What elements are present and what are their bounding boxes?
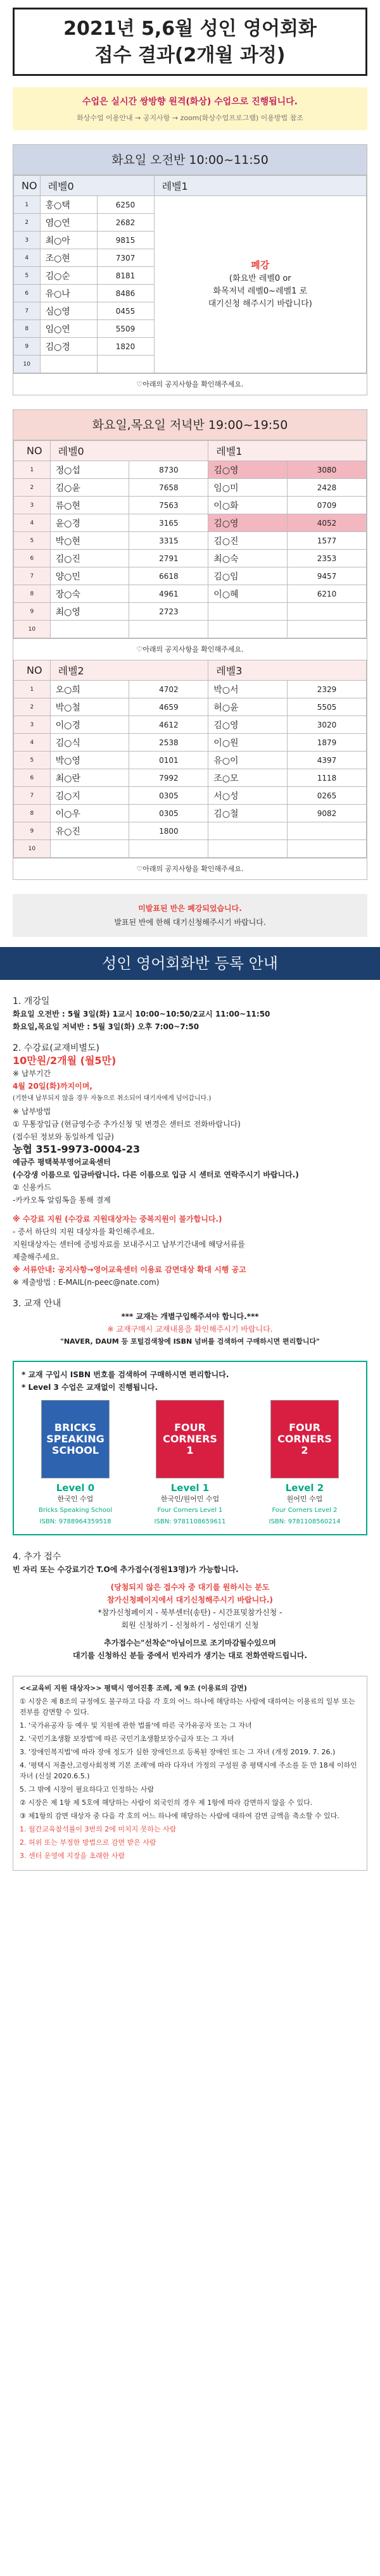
- row-no: 8: [14, 585, 51, 603]
- student-id: 6210: [288, 585, 367, 603]
- student-name: 염○연: [40, 214, 97, 232]
- student-name: 김○순: [40, 267, 97, 285]
- student-id: 4397: [288, 752, 367, 769]
- student-id: 0101: [129, 752, 208, 769]
- row-no: 10: [14, 356, 41, 373]
- s4-l5: 회원 신청하기 - 신청하기 - 성인대기 신청: [121, 1621, 259, 1630]
- schedule1-table: [13, 175, 367, 373]
- table-row: [14, 716, 367, 734]
- student-id: 3020: [288, 716, 367, 734]
- table-row: [14, 734, 367, 752]
- title-line2: 접수 결과(2개월 과정): [94, 44, 286, 66]
- row-no: 7: [14, 302, 41, 320]
- row-no: 4: [14, 734, 51, 752]
- bank-note: (수강생 이름으로 입금바랍니다. 다른 이름으로 입금 시 센터로 연락주시기 바랍니다.): [13, 1170, 299, 1179]
- student-name: 김○경: [40, 338, 97, 356]
- rule: 3. '장애인복지법'에 따라 장애 정도가 심한 장애인으로 등록된 장애인 또는 그 자녀 (개정 2019. 7. 26.): [20, 1748, 336, 1756]
- schedule2-table-b: [13, 660, 367, 858]
- table-row: [14, 532, 367, 550]
- row-no: 3: [14, 497, 51, 514]
- student-id: 1577: [288, 532, 367, 550]
- support-l3: 지원대상자는 센터에 증빙자료를 보내주시고 납부기간내에 해당서류를: [13, 1240, 245, 1249]
- row-no: 8: [14, 320, 41, 338]
- student-name: 조○모: [208, 769, 288, 787]
- s4-l3: 참가신청페이지에서 대기신청해주시기 바랍니다.): [107, 1595, 273, 1604]
- col-level1: 레벨1: [208, 441, 367, 461]
- rule: ③ 제1항의 감면 대상자 중 다음 각 호의 어느 하나에 해당하는 사람에 대하여 감면 금액을 축소할 수 있다.: [20, 1812, 339, 1820]
- s1-head: 1. 개강일: [13, 996, 50, 1006]
- student-name: 김○영: [208, 716, 288, 734]
- student-name: 임○연: [40, 320, 97, 338]
- schedule2-table-a: [13, 440, 367, 638]
- student-name: 김○영: [208, 514, 288, 532]
- schedule2-footer-b: ♡아래의 공지사항을 확인해주세요.: [13, 858, 367, 879]
- table-row: [14, 514, 367, 532]
- row-no: 9: [14, 338, 41, 356]
- row-no: 2: [14, 214, 41, 232]
- table-row: [14, 822, 367, 840]
- s4-l6: 추가접수는"선착순"아님이므로 조기마감될수있으며: [104, 1638, 276, 1647]
- student-id: 5509: [97, 320, 154, 338]
- student-id: 4612: [129, 716, 208, 734]
- s3-l2: ※ 교재구매시 교재내용을 확인해주시기 바랍니다.: [107, 1325, 273, 1334]
- closed-label: 폐강: [251, 259, 270, 271]
- student-name: [208, 603, 288, 621]
- rules-title: <<교육비 지원 대상자>> 평택시 영어진흥 조례, 제 9조 (이용료의 감면): [20, 1684, 247, 1692]
- tuesday-morning-schedule: [13, 144, 367, 395]
- student-id: 0709: [288, 497, 367, 514]
- student-id: 8486: [97, 285, 154, 302]
- cover-title: CORNERS: [163, 1433, 217, 1445]
- student-name: [50, 840, 129, 858]
- student-name: 이○우: [50, 805, 129, 822]
- method2: ② 신용카드: [13, 1183, 51, 1192]
- student-id: 9082: [288, 805, 367, 822]
- student-id: 8730: [129, 461, 208, 479]
- student-id: 4961: [129, 585, 208, 603]
- row-no: 5: [14, 752, 51, 769]
- support-l1: ※ 수강료 지원 (수강료 지원대상자는 중복지원이 불가합니다.): [13, 1215, 222, 1223]
- row-no: 8: [14, 805, 51, 822]
- s4-l2: (당첨되지 않은 접수자 중 대기를 원하시는 분도: [110, 1583, 270, 1592]
- method1-note: (접수된 정보와 동일하게 입금): [13, 1132, 114, 1141]
- book-name: Four Corners Level 1: [157, 1507, 223, 1514]
- textbook-tip1: * 교재 구입시 ISBN 번호를 검색하여 구매하시면 편리합니다.: [22, 1370, 229, 1379]
- rule: 1. 월간교육참석률이 3번의 2에 미치지 못하는 사람: [20, 1825, 177, 1833]
- student-name: [208, 822, 288, 840]
- col-level0: 레벨0: [50, 441, 208, 461]
- s3-l3: "NAVER, DAUM 등 포털검색창에 ISBN 넘버를 검색하여 구매하시면 편리합니다": [60, 1337, 320, 1346]
- row-no: 3: [14, 716, 51, 734]
- cover-title: SCHOOL: [51, 1444, 99, 1456]
- fee: 10만원/2개월 (월5만): [13, 1055, 117, 1067]
- student-id: 2723: [129, 603, 208, 621]
- table-row: [14, 603, 367, 621]
- closed-notice-line2: 발표된 반에 한해 대기신청해주시기 바랍니다.: [114, 918, 266, 927]
- row-no: 10: [14, 621, 51, 638]
- book-name: Four Corners Level 2: [272, 1507, 338, 1514]
- s2-head: 2. 수강료(교재비별도): [13, 1043, 99, 1053]
- table-row: [14, 497, 367, 514]
- table-row: [14, 196, 367, 214]
- student-id: 9457: [288, 567, 367, 585]
- support-l4: 제출해주세요.: [13, 1253, 60, 1261]
- student-id: 7658: [129, 479, 208, 497]
- student-id: 1879: [288, 734, 367, 752]
- book-isbn: ISBN: 9788964359518: [39, 1518, 111, 1525]
- student-name: 김○윤: [50, 479, 129, 497]
- student-id: 1118: [288, 769, 367, 787]
- schedule1-title: 화요일 오전반 10:00~11:50: [13, 145, 367, 175]
- textbook-box: [13, 1361, 367, 1535]
- student-id: [288, 621, 367, 638]
- book-lang: 한국인/원어민 수업: [160, 1495, 220, 1503]
- rule: 5. 그 밖에 시장이 필요하다고 인정하는 사람: [20, 1785, 155, 1793]
- textbook-level2: [251, 1400, 358, 1528]
- row-no: 2: [14, 479, 51, 497]
- book-lang: 한국인 수업: [57, 1495, 94, 1503]
- student-id: 3080: [288, 461, 367, 479]
- student-name: 최○숙: [208, 550, 288, 567]
- student-id: 4702: [129, 681, 208, 698]
- student-id: 0305: [129, 805, 208, 822]
- row-no: 6: [14, 285, 41, 302]
- student-id: 2329: [288, 681, 367, 698]
- col-level0: 레벨0: [40, 176, 154, 196]
- student-id: 7307: [97, 249, 154, 267]
- student-id: 0305: [129, 787, 208, 805]
- schedule2-title: 화요일,목요일 저녁반 19:00~19:50: [13, 410, 367, 440]
- row-no: 3: [14, 232, 41, 249]
- student-id: [288, 840, 367, 858]
- row-no: 4: [14, 249, 41, 267]
- student-id: 0455: [97, 302, 154, 320]
- deadline: 4월 20일(화)까지이며,: [13, 1082, 92, 1091]
- student-name: 김○지: [50, 787, 129, 805]
- student-id: 9815: [97, 232, 154, 249]
- rule: 4. '평택시 저출산,고령사회정책 기본 조례'에 따라 다자녀 가정의 구성원 중 평택시에 주소를 둔 만 18세 이하인 자녀 (신설 2020.6.5.): [20, 1761, 357, 1780]
- textbook-list: [22, 1400, 358, 1528]
- student-name: 김○임: [208, 567, 288, 585]
- deadline-label: ※ 납부기간: [13, 1069, 51, 1078]
- table-row: [14, 681, 367, 698]
- table-row: [14, 698, 367, 716]
- student-name: 서○성: [208, 787, 288, 805]
- row-no: 7: [14, 787, 51, 805]
- student-id: 0265: [288, 787, 367, 805]
- table-row: [14, 787, 367, 805]
- closed-note-line: (화요반 레벨0 or: [229, 273, 291, 283]
- row-no: 4: [14, 514, 51, 532]
- student-id: [288, 822, 367, 840]
- closed-note-line: 대기신청 해주시기 바랍니다): [208, 299, 312, 309]
- table-row: [14, 805, 367, 822]
- table-row: [14, 479, 367, 497]
- student-id: 2428: [288, 479, 367, 497]
- col-level2: 레벨2: [50, 660, 208, 681]
- s4-l4: *참가신청페이지 - 북부센터(송탄) - 시간표및참가신청 -: [98, 1608, 282, 1617]
- student-id: 6250: [97, 196, 154, 214]
- cover-title: BRICKS: [54, 1421, 97, 1434]
- rule: 1. '국가유공자 등 예우 및 지원에 관한 법률'에 따른 국가유공자 또는 그 자녀: [20, 1721, 252, 1730]
- student-name: 장○숙: [50, 585, 129, 603]
- support-l2: - 증서 하단의 지원 대상자를 확인해주세요.: [13, 1227, 155, 1236]
- book-level: Level 0: [56, 1482, 95, 1494]
- student-id: 4659: [129, 698, 208, 716]
- online-notice-line1: 수업은 실시간 쌍방향 원격(화상) 수업으로 진행됩니다.: [82, 97, 298, 107]
- student-id: 7992: [129, 769, 208, 787]
- student-name: 김○식: [50, 734, 129, 752]
- online-notice: [13, 87, 367, 130]
- cover-title: 2: [301, 1444, 308, 1456]
- book-name: Bricks Speaking School: [38, 1507, 113, 1514]
- table-row: [14, 769, 367, 787]
- student-id: 7563: [129, 497, 208, 514]
- book-level: Level 2: [285, 1482, 324, 1494]
- student-name: [208, 840, 288, 858]
- student-name: 류○현: [50, 497, 129, 514]
- textbook-tip2: * Level 3 수업은 교재없이 진행됩니다.: [22, 1383, 158, 1392]
- student-name: 최○아: [40, 232, 97, 249]
- cover-title: FOUR: [174, 1421, 206, 1434]
- student-id: 2538: [129, 734, 208, 752]
- title-line1: 2021년 5,6월 성인 영어회화: [63, 18, 317, 40]
- book-isbn: ISBN: 9781108560214: [269, 1518, 341, 1525]
- student-name: 최○영: [50, 603, 129, 621]
- row-no: 1: [14, 196, 41, 214]
- student-name: 이○원: [208, 734, 288, 752]
- rule: 3. 센터 운영에 지장을 초래한 사람: [20, 1852, 125, 1860]
- book-cover-image: [41, 1400, 110, 1478]
- student-id: 3165: [129, 514, 208, 532]
- col-no: NO: [14, 660, 51, 681]
- row-no: 7: [14, 567, 51, 585]
- student-name: 박○서: [208, 681, 288, 698]
- student-id: 1820: [97, 338, 154, 356]
- cover-title: SPEAKING: [46, 1433, 104, 1445]
- student-name: 유○나: [40, 285, 97, 302]
- student-name: 김○철: [208, 805, 288, 822]
- cover-title: 1: [186, 1444, 194, 1456]
- book-cover-image: [270, 1400, 339, 1478]
- s3-l1: *** 교재는 개별구입해주셔야 합니다.***: [121, 1312, 259, 1321]
- s1-line2: 화요일,목요일 저녁반 : 5월 3일(화) 오후 7:00~7:50: [13, 1022, 200, 1031]
- student-id: 2791: [129, 550, 208, 567]
- student-name: 양○민: [50, 567, 129, 585]
- s1-line1: 화요일 오전반 : 5월 3일(화) 1교시 10:00~10:50/2교시 11:00~11:50: [13, 1010, 270, 1019]
- deadline-note: (기한내 납부되지 않을 경우 자동으로 취소되어 대기자에게 넘어갑니다.): [13, 1095, 212, 1102]
- student-id: 6618: [129, 567, 208, 585]
- student-id: 1800: [129, 822, 208, 840]
- row-no: 10: [14, 840, 51, 858]
- rule: ① 시장은 제 8조의 규정에도 불구하고 다음 각 호의 어느 하나에 해당하는 사람에 대하여는 이용료의 일부 또는 전부를 감면할 수 있다.: [20, 1697, 355, 1716]
- rule: 2. '국민기초생활 보장법'에 따른 국민기초생활보장수급자 또는 그 자녀: [20, 1735, 234, 1743]
- student-name: 오○희: [50, 681, 129, 698]
- rule: 2. 허위 또는 부정한 방법으로 감면 받은 사람: [20, 1838, 156, 1847]
- table-row: [14, 585, 367, 603]
- table-row: [14, 567, 367, 585]
- s4-head: 4. 추가 접수: [13, 1552, 61, 1562]
- method-label: ※ 납부방법: [13, 1107, 51, 1116]
- method2-note: -카카오톡 알림톡을 통해 결제: [13, 1196, 111, 1204]
- student-name: 박○현: [50, 532, 129, 550]
- support-l6: ※ 제출방법 : E-MAIL(n-peec@nate.com): [13, 1278, 160, 1287]
- fee-exemption-rules: [13, 1676, 367, 1871]
- col-no: NO: [14, 441, 51, 461]
- schedule1-footer: ♡아래의 공지사항을 확인해주세요.: [13, 373, 367, 395]
- book-level: Level 1: [170, 1482, 210, 1494]
- support-l5: ※ 서류안내: 공지사항→영어교육센터 이용료 감면대상 확대 시행 공고: [13, 1265, 246, 1274]
- method1: ① 무통장입금 (현금영수증 추가신청 및 변경은 센터로 전화바랍니다): [13, 1120, 241, 1129]
- bank-account: 농협 351-9973-0004-23: [13, 1143, 141, 1155]
- student-name: 박○영: [50, 752, 129, 769]
- level1-closed-note: [154, 196, 366, 373]
- student-name: 조○현: [40, 249, 97, 267]
- closed-class-notice: [13, 894, 367, 937]
- student-name: [50, 621, 129, 638]
- table-row: [14, 550, 367, 567]
- book-isbn: ISBN: 9781108659611: [154, 1518, 226, 1525]
- student-name: 이○화: [208, 497, 288, 514]
- page-title: [13, 8, 367, 76]
- book-cover-image: [156, 1400, 224, 1478]
- student-id: [97, 356, 154, 373]
- s3-head: 3. 교재 안내: [13, 1299, 61, 1309]
- student-name: 홍○택: [40, 196, 97, 214]
- table-row: [14, 461, 367, 479]
- row-no: 6: [14, 769, 51, 787]
- row-no: 5: [14, 267, 41, 285]
- registration-content: [0, 980, 380, 1354]
- student-name: 유○진: [50, 822, 129, 840]
- schedule2-footer-a: ♡아래의 공지사항을 확인해주세요.: [13, 638, 367, 660]
- student-name: 김○진: [50, 550, 129, 567]
- row-no: 1: [14, 681, 51, 698]
- table-row: [14, 621, 367, 638]
- row-no: 5: [14, 532, 51, 550]
- student-name: 윤○경: [50, 514, 129, 532]
- textbook-level1: [136, 1400, 244, 1528]
- s4-l1: 빈 자리 또는 수강료기간 T.O에 추가접수(정원13명)가 가능합니다.: [13, 1565, 239, 1574]
- student-name: 김○진: [208, 532, 288, 550]
- student-name: 이○혜: [208, 585, 288, 603]
- student-id: 4052: [288, 514, 367, 532]
- row-no: 1: [14, 461, 51, 479]
- student-name: 임○미: [208, 479, 288, 497]
- student-id: [129, 621, 208, 638]
- student-id: 5505: [288, 698, 367, 716]
- row-no: 2: [14, 698, 51, 716]
- student-name: 최○란: [50, 769, 129, 787]
- student-id: 2353: [288, 550, 367, 567]
- closed-notice-line1: 미발표된 반은 폐강되었습니다.: [138, 904, 242, 913]
- cover-title: CORNERS: [277, 1433, 332, 1445]
- student-id: 2682: [97, 214, 154, 232]
- student-id: 8181: [97, 267, 154, 285]
- col-level1: 레벨1: [154, 176, 366, 196]
- student-name: [208, 621, 288, 638]
- student-name: 정○섭: [50, 461, 129, 479]
- row-no: 9: [14, 822, 51, 840]
- student-name: 이○경: [50, 716, 129, 734]
- student-name: 박○철: [50, 698, 129, 716]
- cover-title: FOUR: [289, 1421, 320, 1434]
- textbook-level0: [22, 1400, 129, 1528]
- row-no: 9: [14, 603, 51, 621]
- table-row: [14, 752, 367, 769]
- bank-holder: 예금주 평택북부영어교육센터: [13, 1158, 111, 1167]
- rule: ② 시장은 제 1항 제 5호에 해당하는 사람이 외국인의 경우 제 1항에 따라 감면하지 않을 수 있다.: [20, 1799, 313, 1807]
- student-id: [288, 603, 367, 621]
- closed-note-line: 화목저녁 레벨0~레벨1 로: [213, 286, 308, 296]
- tue-thu-evening-schedule: [13, 409, 367, 880]
- book-lang: 원어민 수업: [286, 1495, 323, 1503]
- student-name: 김○영: [208, 461, 288, 479]
- student-id: [129, 840, 208, 858]
- registration-banner: 성인 영어회화반 등록 안내: [0, 947, 380, 980]
- s4-l7: 대기를 신청하신 분들 중에서 빈자리가 생기는 대로 전화연락드립니다.: [73, 1651, 307, 1660]
- col-no: NO: [14, 176, 41, 196]
- student-name: 심○영: [40, 302, 97, 320]
- student-name: [40, 356, 97, 373]
- student-id: 3315: [129, 532, 208, 550]
- col-level3: 레벨3: [208, 660, 367, 681]
- online-notice-line2: 화상수업 이용안내 → 공지사항 → zoom(화상수업프로그램) 이용방법 참조: [77, 114, 303, 122]
- table-row: [14, 840, 367, 858]
- student-name: 허○윤: [208, 698, 288, 716]
- student-name: 유○이: [208, 752, 288, 769]
- additional-registration: [0, 1535, 380, 1668]
- row-no: 6: [14, 550, 51, 567]
